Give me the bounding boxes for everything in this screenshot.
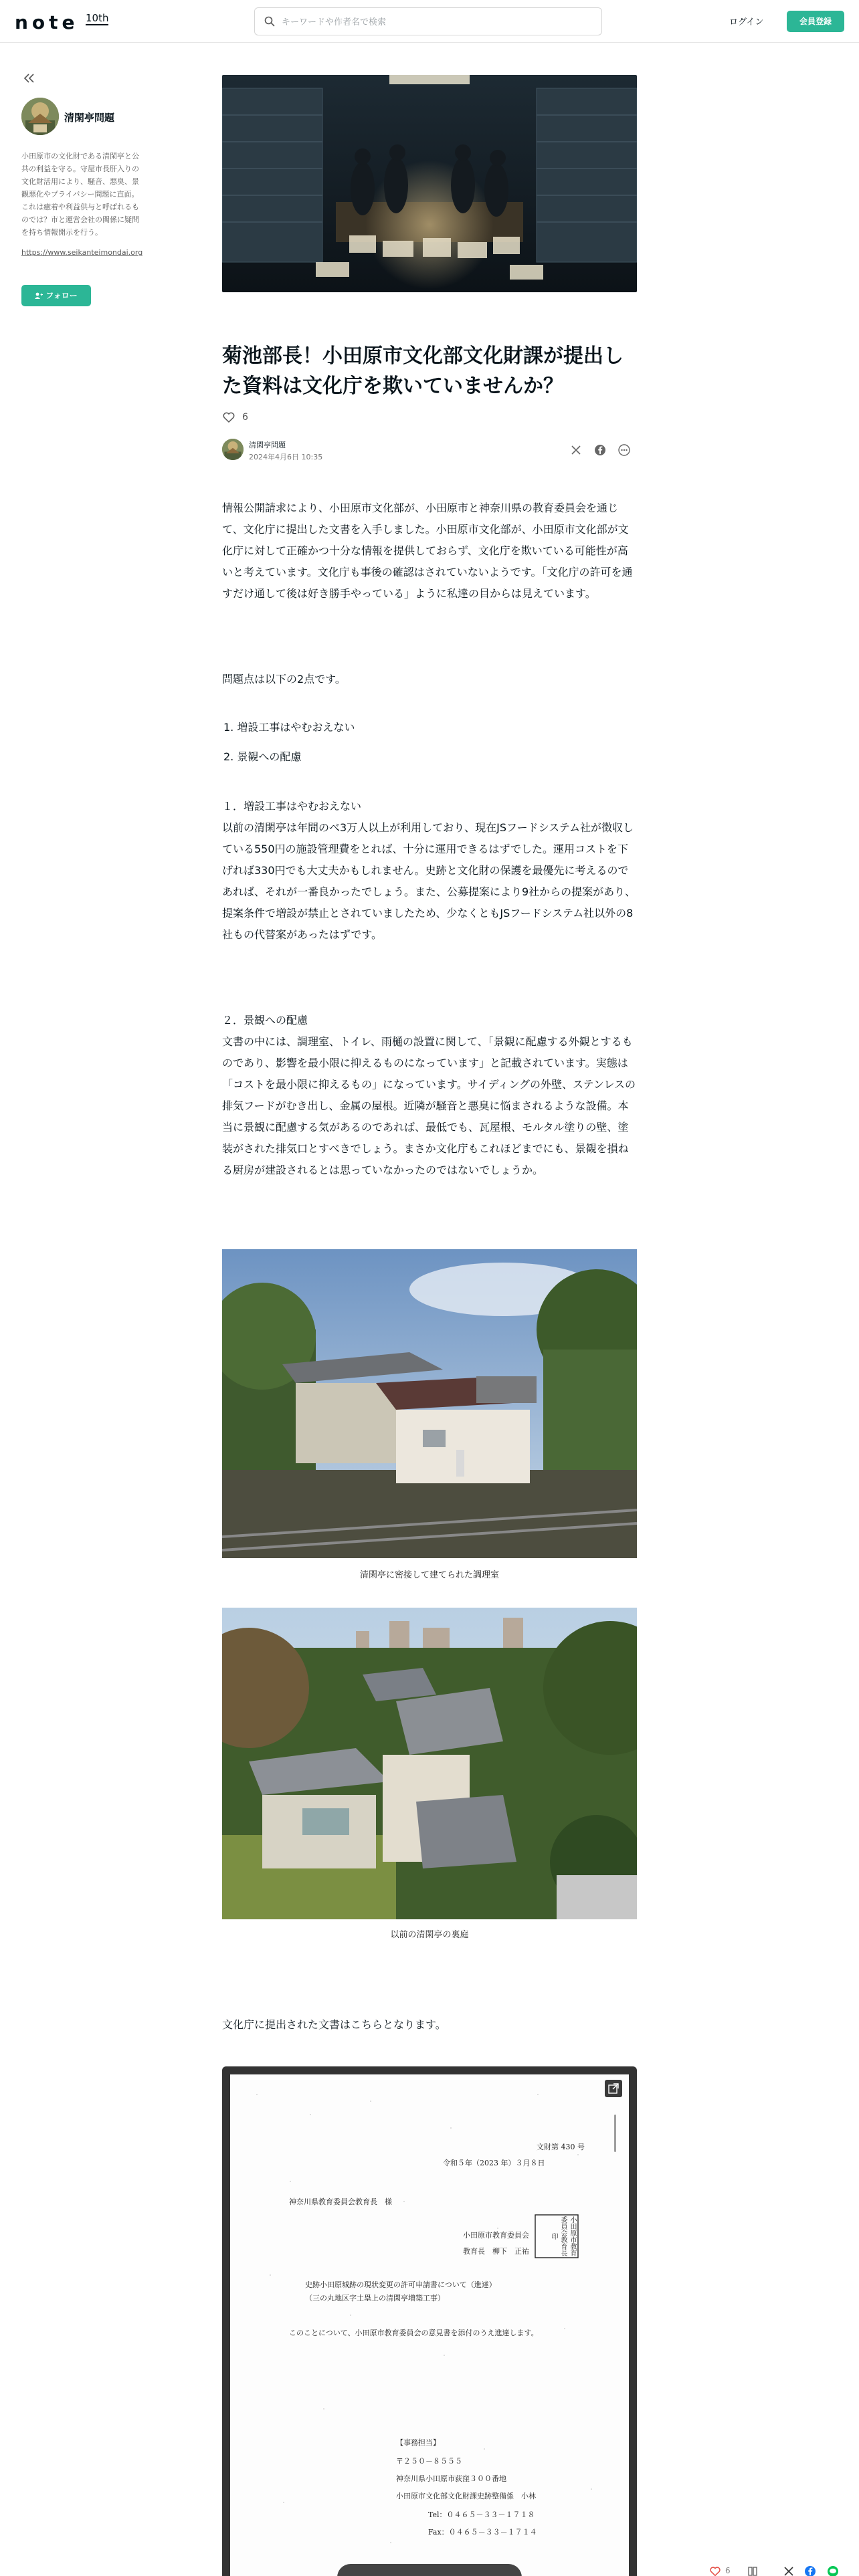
pdf-page xyxy=(230,2074,629,2576)
doc-subject-2: （三の丸地区字土塁上の清閑亭増築工事） xyxy=(305,2294,445,2302)
hero-image xyxy=(222,75,637,292)
line-share-icon[interactable] xyxy=(827,2565,839,2576)
follow-button[interactable] xyxy=(21,285,91,306)
kitchen-building-photo xyxy=(222,1249,637,1558)
creator-name[interactable]: 清閑亭問題 xyxy=(64,112,115,124)
doc-sender-org: 小田原市教育委員会 xyxy=(463,2231,529,2240)
doc-contact-heading: 【事務担当】 xyxy=(396,2438,440,2447)
magazine-icon[interactable] xyxy=(747,2565,759,2576)
heart-icon[interactable] xyxy=(709,2565,721,2576)
official-seal: 小田原市教育委員会教育長印 xyxy=(550,2216,576,2256)
doc-date: 令和５年（2023 年）３月８日 xyxy=(443,2159,545,2167)
pdf-toolbar[interactable] xyxy=(337,2564,522,2576)
creator-website-link[interactable]: https://www.seikanteimondai.org xyxy=(21,248,143,257)
doc-subject-1: 史跡小田原城跡の現状変更の許可申請書について（進達） xyxy=(305,2280,496,2289)
pdf-viewer[interactable] xyxy=(222,2066,637,2576)
open-external-icon[interactable] xyxy=(605,2080,622,2097)
photo-caption-2: 以前の清閑亭の裏庭 xyxy=(390,1930,469,1940)
article-title: 菊池部長！小田原市文化部文化財課が提出した資料は文化庁を欺いていませんか？ xyxy=(222,344,624,398)
section-heading-2: ２．景観への配慮 xyxy=(222,1014,308,1027)
list-item-1: 1. 増設工事はやむおえない xyxy=(223,721,355,734)
x-share-icon[interactable] xyxy=(570,444,582,456)
site-header xyxy=(0,0,859,43)
doc-addressee: 神奈川県教育委員会教育長 様 xyxy=(289,2197,392,2206)
article-paragraph-5: 文化庁に提出された文書はこちらとなります。 xyxy=(222,2018,446,2031)
more-options-icon[interactable] xyxy=(618,444,630,456)
x-share-icon[interactable] xyxy=(783,2565,795,2576)
author-avatar[interactable] xyxy=(222,439,244,460)
article-paragraph-2: 問題点は以下の2点です。 xyxy=(222,673,346,685)
heart-icon[interactable] xyxy=(222,411,235,424)
facebook-share-icon[interactable] xyxy=(594,444,606,456)
old-garden-photo xyxy=(222,1608,637,1919)
creator-avatar[interactable] xyxy=(21,98,59,135)
search-input[interactable] xyxy=(282,13,589,31)
article-paragraph-4: 文書の中には、調理室、トイレ、雨樋の設置に関して、「景観に配慮する外観とするものであり、影響を最小限に抑えるものになっています」と記載されています。実態は「コストを最小限に抑えるもの」になっています。サイディングの外壁、ステンレスの排気フードがむき出し、金属の屋根。近隣が騒音と悪臭に悩まされるような設備。本当に景観に配慮する気があるのであれば、最低でも、瓦屋根、モルタル塗りの壁、塗装がされた排気口とすべきでしょう。まさか文化庁もこれほどまでにも、景観を損ねる厨房が建設されるとは思っていなかったのではないでしょうか。 xyxy=(222,1035,636,1176)
doc-address: 神奈川県小田原市荻窪３００番地 xyxy=(396,2474,506,2483)
article-paragraph-3: 以前の清閑亭は年間のべ3万人以上が利用しており、現在JSフードシステム社が徴収している550円の施設管理費をとれば、十分に運用できるはずでした。運用コストを下げれば330円でも大丈夫かもしれません。史跡と文化財の保護を最優先に考えるのであれば、それが一番良かったでしょう。また、公募提案により9社からの提案があり、提案条件で増設が禁止とされていましたため、少なくともJSフードシステム社以外の8社もの代替案があったはずです。 xyxy=(222,821,636,941)
list-item-2: 2. 景観への配慮 xyxy=(223,750,302,763)
section-heading-1: １．増設工事はやむおえない xyxy=(222,800,362,813)
login-link[interactable]: ログイン xyxy=(729,17,764,27)
signup-button[interactable]: 会員登録 xyxy=(787,11,844,32)
search-box[interactable] xyxy=(254,7,602,35)
doc-tel: Tel：０４６５－３３－１７１８ xyxy=(428,2510,535,2519)
doc-postal: 〒２５０－８５５５ xyxy=(396,2457,462,2466)
facebook-share-icon[interactable] xyxy=(804,2565,816,2576)
doc-sender-name: 教育長 柳下 正祐 xyxy=(463,2247,529,2256)
pdf-scrollbar[interactable] xyxy=(614,2115,616,2152)
follow-button-label: フォロー xyxy=(45,291,78,300)
doc-fax: Fax：０４６５－３３－１７１４ xyxy=(428,2528,537,2537)
creator-bio: 小田原市の文化財である清閑亭と公共の利益を守る。守屋市長肝入りの文化財活用により、騒音、悪臭、景観悪化やプライバシー問題に直面。これは癒着や利益供与と呼ばれるものでは？市と運営会社の関係に疑問を持ち情報開示を行う。 xyxy=(21,152,139,237)
post-date: 2024年4月6日 10:35 xyxy=(249,453,323,461)
note-logo[interactable]: note xyxy=(15,11,79,33)
doc-number: 文財第 430 号 xyxy=(537,2143,585,2151)
author-name[interactable]: 清閑亭問題 xyxy=(249,441,286,449)
floating-like-count: 6 xyxy=(725,2566,731,2575)
like-count: 6 xyxy=(242,412,248,423)
double-chevron-left-icon[interactable] xyxy=(23,72,36,84)
photo-caption-1: 清閑亭に密接して建てられた調理室 xyxy=(359,1570,499,1580)
doc-dept: 小田原市文化部文化財課史跡整備係 小林 xyxy=(396,2492,536,2500)
article-paragraph-1: 情報公開請求により、小田原市文化部が、小田原市と神奈川県の教育委員会を通じて、文化庁に提出した文書を入手しました。小田原市文化部が、小田原市文化部が文化庁に対して正確かつ十分な情報を提供しておらず、文化庁を欺いている可能性が高いと考えています。文化庁も事後の確認はされていないようです。「文化庁の許可を通すだけ通して後は好き勝手やっている」ように私達の目からは見えています。 xyxy=(222,502,633,600)
doc-body-line: このことについて、小田原市教育委員会の意見書を添付のうえ進達します。 xyxy=(289,2329,539,2337)
search-icon xyxy=(264,16,275,27)
logo-anniversary-badge: 10th xyxy=(86,12,109,24)
add-user-icon xyxy=(35,292,43,299)
